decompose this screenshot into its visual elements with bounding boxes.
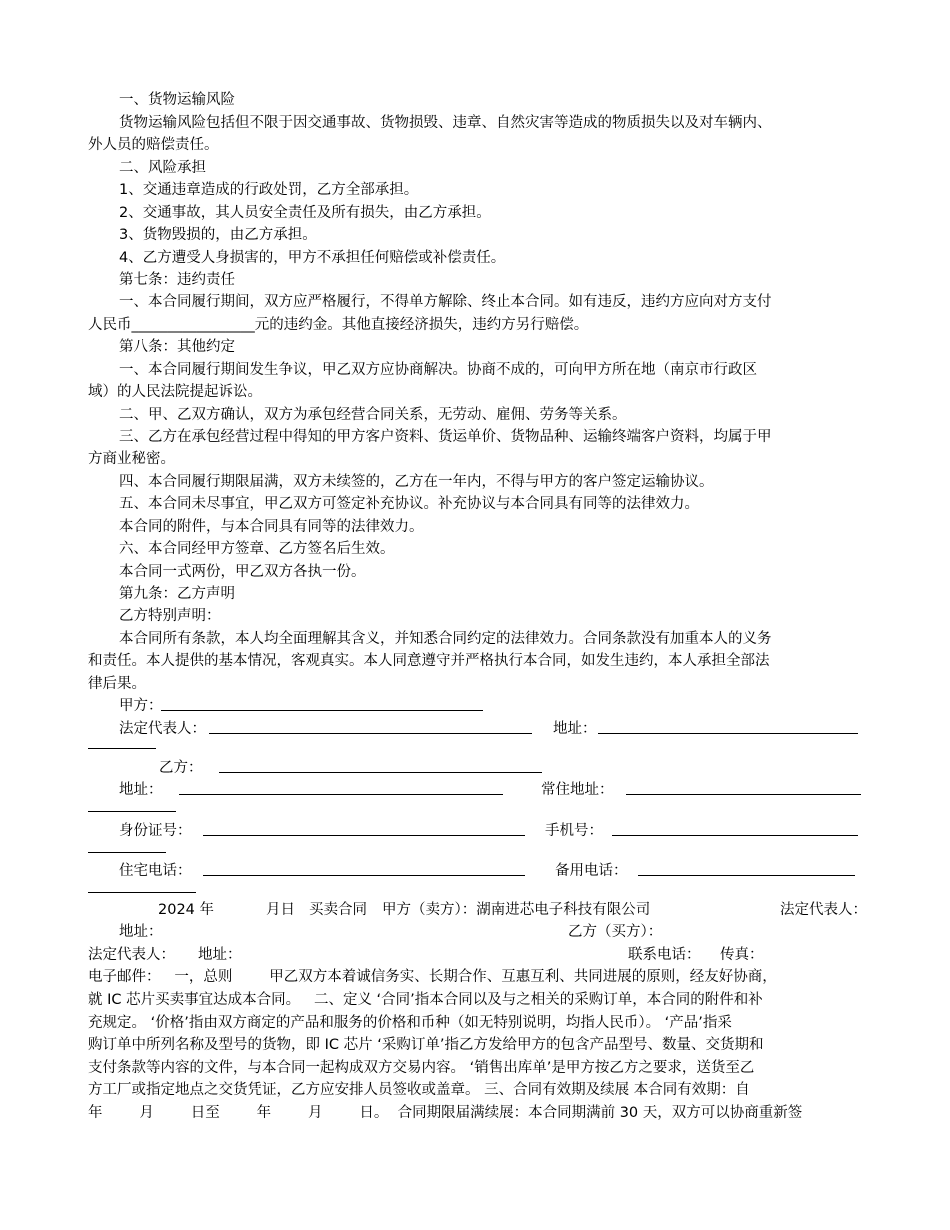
address-blank[interactable] [598, 733, 858, 734]
paragraph-line: 2、交通事故，其人员安全责任及所有损失，由乙方承担。 [119, 205, 491, 221]
address-blank-cont[interactable] [88, 748, 156, 749]
id-number-label: 身份证号： [119, 823, 192, 839]
paragraph-line: 年 月 日至 年 月 日。 合同期限届满续展：本合同期满前 30 天，双方可以协商重新签 [88, 1105, 803, 1121]
seller-legal-rep: 法定代表人： [780, 902, 867, 918]
contract-year: 2024 年 [158, 902, 215, 918]
paragraph-line: 人民币_________________元的违约金。其他直接经济损失，违约方另行赔偿。 [88, 317, 589, 333]
mobile-blank[interactable] [612, 835, 858, 836]
home-phone-label: 住宅电话： [119, 863, 192, 879]
paragraph-line: 乙方特别声明： [119, 608, 221, 624]
seller-party: 甲方（卖方）：湖南进芯电子科技有限公司 [382, 902, 651, 918]
contract-title: 买卖合同 [309, 902, 367, 918]
paragraph-line: 三、乙方在承包经营过程中得知的甲方客户资料、货运单价、货物品种、运输终端客户资料，均属于甲 [119, 429, 772, 445]
section-heading: 一、货物运输风险 [119, 92, 235, 108]
residence-address-label: 常住地址： [541, 782, 614, 798]
buyer-fax: 传真： [720, 947, 764, 963]
paragraph-line: 域）的人民法院提起诉讼。 [88, 384, 262, 400]
mobile-blank-cont[interactable] [88, 852, 166, 853]
paragraph-line: 外人员的赔偿责任。 [88, 137, 219, 153]
backup-phone-blank-cont[interactable] [88, 892, 196, 893]
paragraph-line: 二、甲、乙双方确认，双方为承包经营合同关系，无劳动、雇佣、劳务等关系。 [119, 407, 627, 423]
paragraph-line: 本合同一式两份，甲乙双方各执一份。 [119, 564, 366, 580]
buyer-legal-rep: 法定代表人： [88, 947, 175, 963]
legal-rep-label: 法定代表人： [119, 721, 206, 737]
paragraph-line: 就 IC 芯片买卖事宜达成本合同。 二、定义 ‘合同’指本合同以及与之相关的采购订单，本合同的附件和补 [88, 992, 763, 1008]
article-heading: 第七条：违约责任 [119, 272, 235, 288]
section-heading: 二、风险承担 [119, 160, 206, 176]
party-b-blank[interactable] [219, 772, 542, 773]
paragraph-line: 方商业秘密。 [88, 451, 175, 467]
paragraph-line: 五、本合同未尽事宜，甲乙双方可签定补充协议。补充协议与本合同具有同等的法律效力。 [119, 496, 699, 512]
paragraph-line: 一、本合同履行期间，双方应严格履行，不得单方解除、终止本合同。如有违反，违约方应向对方支付 [119, 294, 772, 310]
buyer-address: 地址： [198, 947, 242, 963]
address2-blank[interactable] [179, 794, 503, 795]
mobile-label: 手机号： [545, 823, 603, 839]
paragraph-line: 支付条款等内容的文件，与本合同一起构成双方交易内容。 ‘销售出库单’是甲方按乙方之要求，送货至乙 [88, 1060, 755, 1076]
paragraph-line: 4、乙方遭受人身损害的，甲方不承担任何赔偿或补偿责任。 [119, 250, 506, 266]
paragraph-line: 3、货物毁损的，由乙方承担。 [119, 227, 317, 243]
seller-address: 地址： [119, 924, 163, 940]
paragraph-line: 货物运输风险包括但不限于因交通事故、货物损毁、违章、自然灾害等造成的物质损失以及对车辆内、 [119, 115, 772, 131]
buyer-contact-phone: 联系电话： [628, 947, 701, 963]
paragraph-line: 一、本合同履行期间发生争议，甲乙双方应协商解决。协商不成的，可向甲方所在地（南京市行政区 [119, 362, 757, 378]
party-a-label: 甲方： [119, 698, 163, 714]
article-heading: 第八条：其他约定 [119, 339, 235, 355]
paragraph-line: 和责任。本人提供的基本情况，客观真实。本人同意遵守并严格执行本合同，如发生违约，本人承担全部法 [88, 653, 770, 669]
address2-label: 地址： [119, 782, 163, 798]
paragraph-line: 充规定。 ‘价格’指由双方商定的产品和服务的价格和币种（如无特别说明，均指人民币）。 ‘产品’指采 [88, 1015, 732, 1031]
paragraph-line: 律后果。 [88, 676, 146, 692]
residence-address-blank-cont[interactable] [88, 811, 176, 812]
article-heading: 第九条：乙方声明 [119, 586, 235, 602]
paragraph-line: 1、交通违章造成的行政处罚，乙方全部承担。 [119, 182, 419, 198]
home-phone-blank[interactable] [203, 875, 525, 876]
paragraph-line: 六、本合同经甲方签章、乙方签名后生效。 [119, 541, 395, 557]
backup-phone-label: 备用电话： [555, 863, 628, 879]
party-a-blank[interactable] [161, 710, 483, 711]
id-number-blank[interactable] [203, 835, 525, 836]
buyer-party: 乙方（买方）： [568, 924, 663, 940]
paragraph-line: 方工厂或指定地点之交货凭证，乙方应安排人员签收或盖章。 三、合同有效期及续展 本合同有效期：自 [88, 1082, 750, 1098]
backup-phone-blank[interactable] [638, 875, 855, 876]
party-b-label: 乙方： [159, 760, 203, 776]
paragraph-line: 本合同所有条款，本人均全面理解其含义，并知悉合同约定的法律效力。合同条款没有加重本人的义务 [119, 631, 772, 647]
legal-rep-blank[interactable] [209, 733, 532, 734]
residence-address-blank[interactable] [626, 794, 861, 795]
paragraph-line: 本合同的附件，与本合同具有同等的法律效力。 [119, 519, 424, 535]
paragraph-line: 四、本合同履行期限届满，双方未续签的，乙方在一年内，不得与甲方的客户签定运输协议。 [119, 474, 714, 490]
paragraph-line: 购订单中所列名称及型号的货物，即 IC 芯片 ‘采购订单’指乙方发给甲方的包含产品型号、数量、交货期和 [88, 1037, 764, 1053]
paragraph-line: 电子邮件： 一，总则 甲乙双方本着诚信务实、长期合作、互惠互利、共同进展的原则，经友好协商， [88, 969, 777, 985]
address-label: 地址： [553, 721, 597, 737]
contract-date: 月日 [266, 902, 295, 918]
